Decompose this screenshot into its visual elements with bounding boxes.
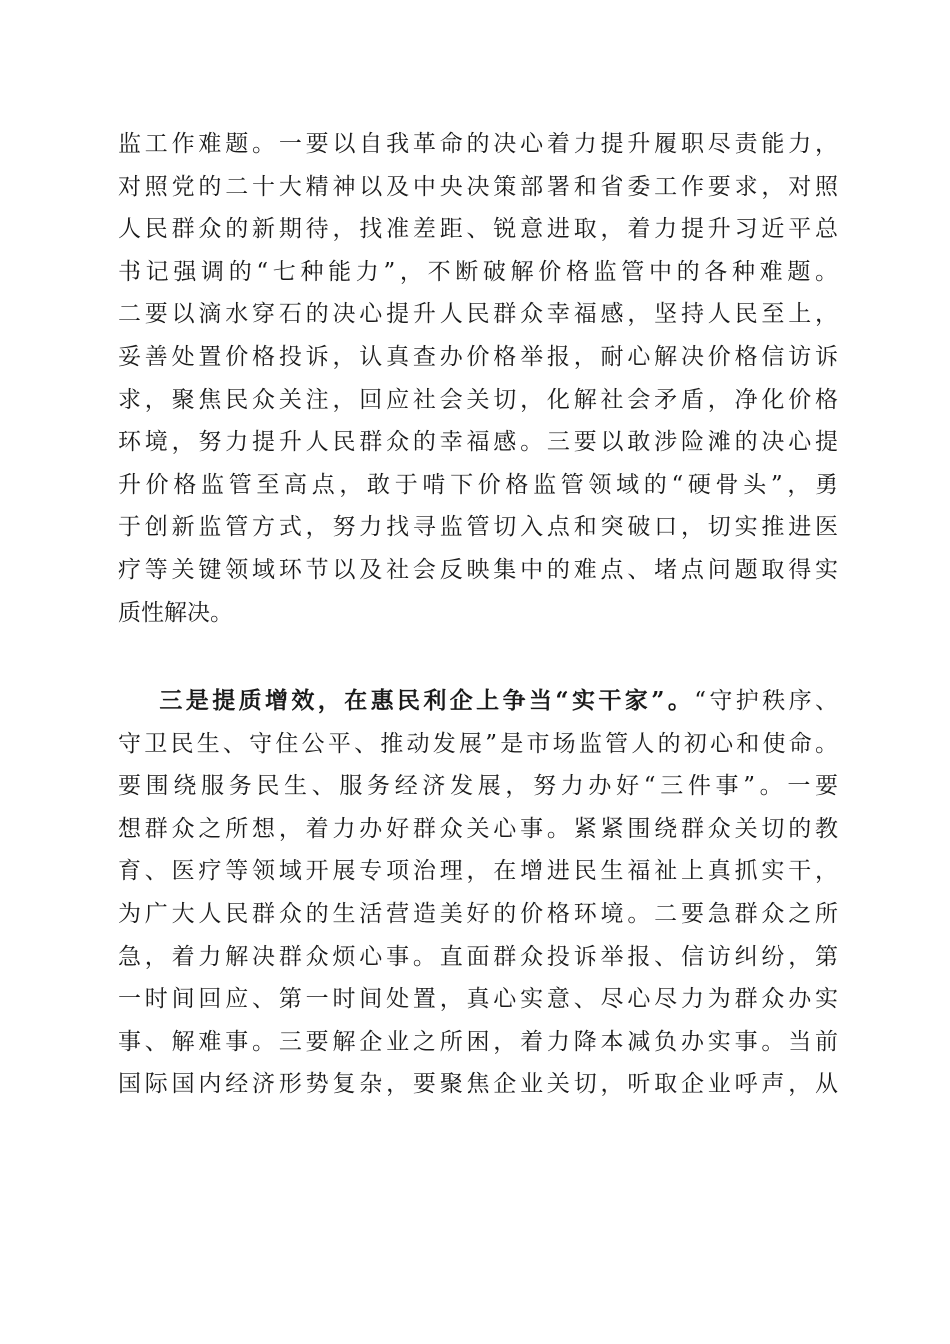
paragraph-1 — [118, 123, 838, 634]
paragraph-line: 一时间回应、第一时间处置，真心实意、尽心尽力为群众办实 — [118, 986, 838, 1013]
section-heading: 三是提质增效，在惠民利企上争当“实干家”。 — [156, 687, 695, 714]
paragraph-line: 国际国内经济形势复杂，要聚焦企业关切，听取企业呼声，从 — [118, 1071, 838, 1098]
paragraph-line: 人民群众的新期待，找准差距、锐意进取，着力提升习近平总 — [118, 216, 838, 243]
paragraph-line: 妥善处置价格投诉，认真查办价格举报，耐心解决价格信访诉 — [118, 343, 838, 370]
paragraph-line: 为广大人民群众的生活营造美好的价格环境。二要急群众之所 — [118, 900, 838, 927]
section-heading-tail: “守护秩序、 — [694, 688, 838, 714]
paragraph-line: 育、医疗等领域开展专项治理，在增进民生福祉上真抓实干， — [118, 858, 838, 885]
paragraph-line: 环境，努力提升人民群众的幸福感。三要以敢涉险滩的决心提 — [118, 429, 838, 456]
paragraph-line: 想群众之所想，着力办好群众关心事。紧紧围绕群众关切的教 — [118, 815, 838, 842]
paragraph-line: 于创新监管方式，努力找寻监管切入点和突破口，切实推进医 — [118, 514, 838, 541]
paragraph-line: 书记强调的“七种能力”，不断破解价格监管中的各种难题。 — [118, 258, 838, 285]
paragraph-line: 二要以滴水穿石的决心提升人民群众幸福感，坚持人民至上， — [118, 301, 838, 328]
paragraph-line: 对照党的二十大精神以及中央决策部署和省委工作要求，对照 — [118, 173, 838, 200]
paragraph-line: 疗等关键领域环节以及社会反映集中的难点、堵点问题取得实 — [118, 556, 838, 583]
paragraph-line: 守卫民生、守住公平、推动发展”是市场监管人的初心和使命。 — [118, 730, 838, 757]
paragraph-line: 升价格监管至高点，敢于啃下价格监管领域的“硬骨头”，勇 — [118, 471, 838, 498]
paragraph-line: 要围绕服务民生、服务经济发展，努力办好“三件事”。一要 — [118, 773, 838, 800]
paragraph-line: 急，着力解决群众烦心事。直面群众投诉举报、信访纠纷，第 — [118, 943, 838, 970]
paragraph-line: 事、解难事。三要解企业之所困，着力降本减负办实事。当前 — [118, 1028, 838, 1055]
section-heading-line — [118, 680, 838, 723]
paragraph-line: 质性解决。 — [118, 599, 233, 626]
paragraph-2 — [118, 680, 838, 1106]
paragraph-line: 求，聚焦民众关注，回应社会关切，化解社会矛盾，净化价格 — [118, 386, 838, 413]
paragraph-line: 监工作难题。一要以自我革命的决心着力提升履职尽责能力， — [118, 131, 838, 157]
